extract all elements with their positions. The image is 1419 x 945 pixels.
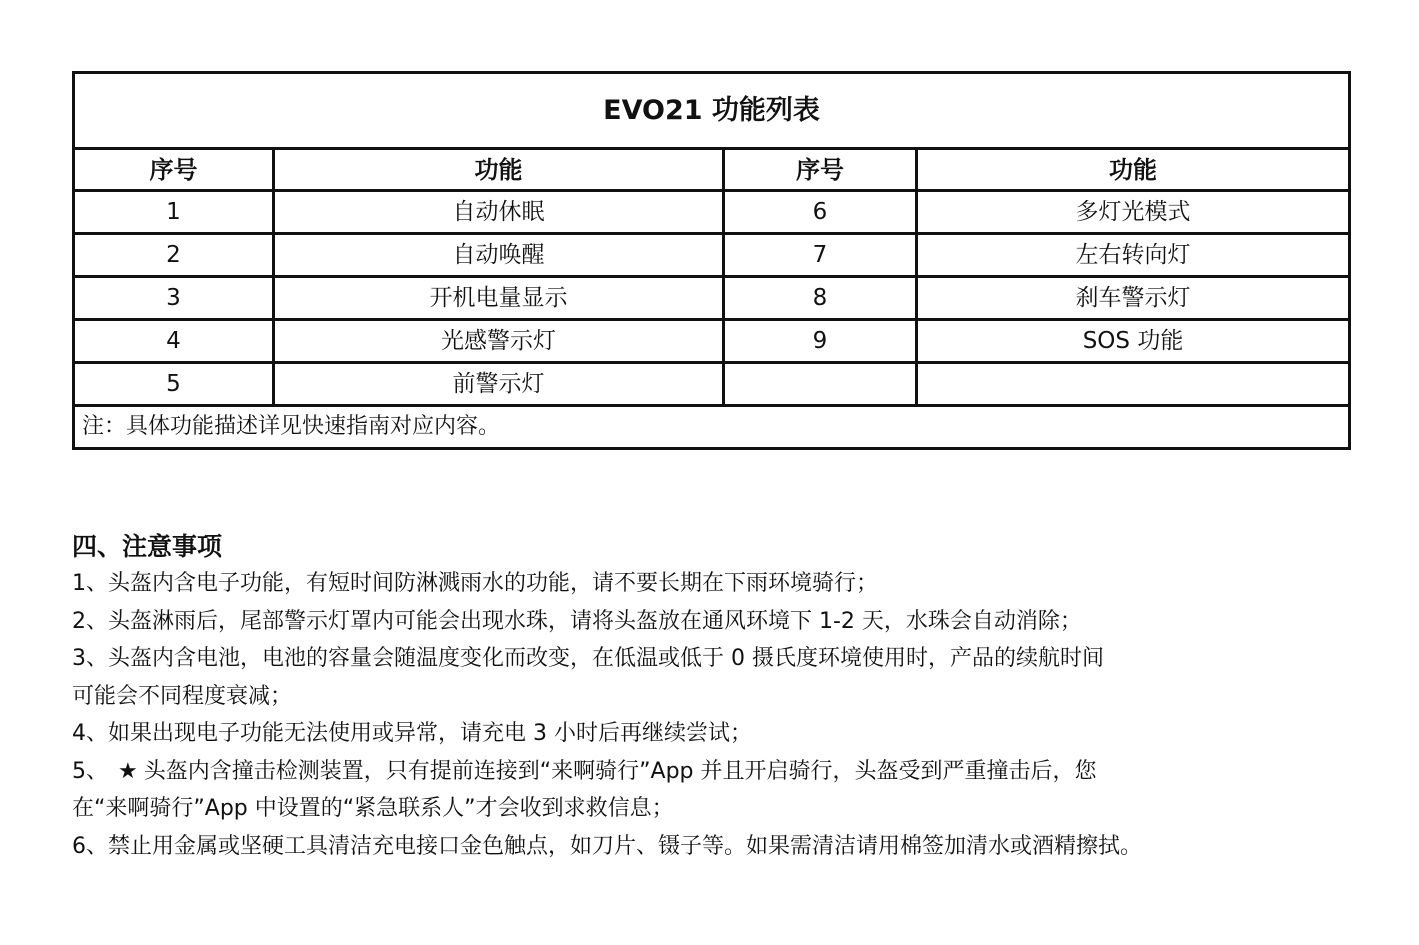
header-index-2: 序号 [724,149,917,191]
cell-function: 自动休眠 [274,191,724,234]
note-text-continued: 在“来啊骑行”App 中设置的“紧急联系人”才会收到求救信息； [72,796,674,821]
section-heading: 四、注意事项 [72,532,223,561]
cell-function: 开机电量显示 [274,277,724,320]
table-row [74,191,1350,234]
precautions-section [72,528,1354,865]
note-text: 3、头盔内含电池，电池的容量会随温度变化而改变，在低温或低于 0 摄氏度环境使用时，产品的续航时间 [72,646,1104,671]
table-note: 注：具体功能描述详见快速指南对应内容。 [74,406,1350,449]
cell-function: 刹车警示灯 [917,277,1350,320]
note-text: 4、如果出现电子功能无法使用或异常，请充电 3 小时后再继续尝试； [72,721,752,746]
cell-function: SOS 功能 [917,320,1350,363]
note-text: 6、禁止用金属或坚硬工具清洁充电接口金色触点，如刀片、镊子等。如果需清洁请用棉签加清水或酒精擦拭。 [72,833,1143,859]
note-text: 2、头盔淋雨后，尾部警示灯罩内可能会出现水珠，请将头盔放在通风环境下 1-2 天，水珠会自动消除； [72,608,1082,634]
star-icon: ★ [118,758,138,784]
list-item [72,565,1354,603]
cell-index: 7 [724,234,917,277]
cell-index: 1 [74,191,274,234]
list-item [72,640,1354,715]
list-item [72,828,1354,866]
table-row [74,363,1350,406]
cell-index: 2 [74,234,274,277]
cell-function: 自动唤醒 [274,234,724,277]
cell-function [917,363,1350,406]
cell-index: 9 [724,320,917,363]
list-item [72,715,1354,753]
note-text: 1、头盔内含电子功能，有短时间防淋溅雨水的功能，请不要长期在下雨环境骑行； [72,571,878,596]
cell-function: 光感警示灯 [274,320,724,363]
header-function-1: 功能 [274,149,724,191]
table-title: EVO21 功能列表 [74,73,1350,149]
table-header-row [74,149,1350,191]
list-item [72,603,1354,641]
cell-index [724,363,917,406]
cell-index: 6 [724,191,917,234]
table-row [74,277,1350,320]
header-function-2: 功能 [917,149,1350,191]
cell-function: 左右转向灯 [917,234,1350,277]
table-row [74,320,1350,363]
note-text-continued: 可能会不同程度衰减； [72,683,293,709]
cell-function: 前警示灯 [274,363,724,406]
table-row [74,234,1350,277]
cell-index: 5 [74,363,274,406]
cell-index: 3 [74,277,274,320]
cell-index: 4 [74,320,274,363]
note-text: 头盔内含撞击检测装置，只有提前连接到“来啊骑行”App 并且开启骑行，头盔受到严重撞击后，您 [143,758,1097,784]
header-index-1: 序号 [74,149,274,191]
cell-function: 多灯光模式 [917,191,1350,234]
table-title-row [74,73,1350,149]
cell-index: 8 [724,277,917,320]
table-note-row [74,406,1350,449]
list-item [72,753,1354,828]
precautions-list [72,565,1354,865]
function-table [72,71,1351,450]
note-prefix: 5、 [72,758,108,784]
